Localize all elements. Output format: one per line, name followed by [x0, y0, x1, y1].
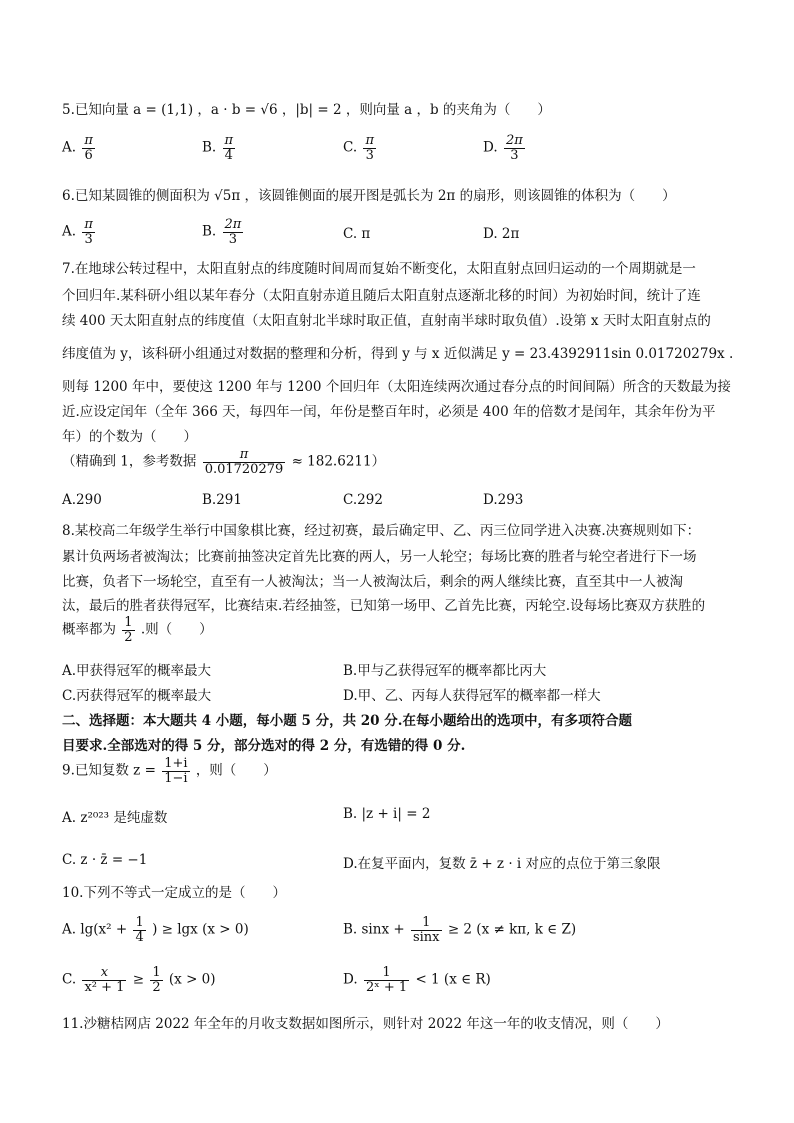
q5-option-c[interactable]	[343, 134, 378, 162]
q11-stem: 11.沙糖桔网店 2022 年全年的月收支数据如图所示，则针对 2022 年这一年的收支情况，则（ ）	[62, 1016, 669, 1032]
q9-stem	[62, 757, 277, 785]
q7-line-3: 续 400 天太阳直射点的纬度值（太阳直射北半球时取正值，直射南半球时取负值）.设第 x 天时太阳直射点的	[62, 313, 711, 329]
q10-option-b[interactable]	[343, 916, 576, 944]
q7-line-7: 年）的个数为（ ）	[62, 429, 197, 445]
q7-line-6: 近.应设定闰年（全年 366 天，每四年一闰，年份是整百年时，必须是 400 年的倍数才是闰年，其余年份为平	[62, 404, 716, 420]
q5-option-a[interactable]	[62, 134, 97, 162]
q8-line-3: 比赛，负者下一场轮空，直至有一人被淘汰；当一人被淘汰后，剩余的两人继续比赛，直至其中一人被淘	[62, 574, 683, 590]
q8-line-1: 8.某校高二年级学生举行中国象棋比赛，经过初赛，最后确定甲、乙、丙三位同学进入决赛.决赛规则如下：	[62, 523, 701, 539]
q10-b-pre: B. sinx +	[343, 921, 405, 938]
q6-option-b[interactable]	[202, 218, 245, 246]
q5-c-label: C.	[343, 139, 358, 156]
q10-b-post: ≥ 2 (x ≠ kπ, k ∈ Z)	[447, 921, 577, 938]
q6-b-fraction: $\frac{2\pi}{3}$	[224, 217, 242, 247]
q7-ref-pre: （精确到 1，参考数据	[62, 453, 197, 470]
q10-option-a[interactable]	[62, 916, 249, 944]
q7-line-5: 则每 1200 年中，要使这 1200 年与 1200 个回归年（太阳连续两次通过春分点的时间间隔）所含的天数最为接	[62, 379, 731, 395]
q7-reference	[62, 448, 385, 476]
section-2-heading-line-1: 二、选择题：本大题共 4 小题，每小题 5 分，共 20 分.在每小题给出的选项中，有多项符合题	[62, 713, 632, 729]
q9-stem-post: ，则（ ）	[195, 762, 277, 779]
q9-fraction: $\frac{1+i}{1-i}$	[164, 756, 188, 786]
q5-c-fraction: $\frac{\pi}{3}$	[365, 133, 374, 163]
q9-stem-pre: 9.已知复数 z =	[62, 762, 156, 779]
q10-b-fraction: $\frac{1}{\sin x}$	[412, 915, 440, 945]
q7-option-d[interactable]: D.293	[483, 492, 524, 508]
q6-option-d[interactable]: D. 2π	[483, 226, 520, 242]
q8-line-4: 汰，最后的胜者获得冠军，比赛结束.若经抽签，已知第一场甲、乙首先比赛，丙轮空.设每场比赛双方获胜的	[62, 598, 706, 614]
q10-option-c[interactable]	[62, 966, 216, 994]
q10-stem: 10.下列不等式一定成立的是（ ）	[62, 885, 286, 901]
q10-d-pre: D.	[343, 971, 358, 988]
q10-c-pre: C.	[62, 971, 77, 988]
q7-line-2: 个回归年.某科研小组以某年春分（太阳直射赤道且随后太阳直射点逐渐北移的时间）为初始时间，统计了连	[62, 288, 701, 304]
q5-a-fraction: $\frac{\pi}{6}$	[84, 133, 93, 163]
q5-d-label: D.	[483, 139, 498, 156]
q7-ref-post: ≈ 182.6211）	[291, 453, 386, 470]
q6-stem: 6.已知某圆锥的侧面积为 √5π ，该圆锥侧面的展开图是弧长为 2π 的扇形，则该圆锥的体积为（ ）	[62, 188, 676, 204]
q10-a-pre: A. lg(x² +	[62, 921, 128, 938]
q6-b-label: B.	[202, 223, 217, 240]
q10-c-mid: ≥	[132, 971, 145, 988]
q8-l5-post: .则（ ）	[140, 621, 213, 638]
q5-stem: 5.已知向量 a = (1,1) ，a · b = √6 ，|b| = 2 ，则向量 a ，b 的夹角为（ ）	[62, 102, 551, 118]
section-2-heading-line-2: 目要求.全部选对的得 5 分，部分选对的得 2 分，有选错的得 0 分.	[62, 738, 466, 754]
q10-a-post: ) ≥ lgx (x > 0)	[152, 921, 249, 938]
q9-option-c[interactable]: C. z · z̄ = −1	[62, 852, 148, 868]
q10-c-fraction-2: $\frac{1}{2}$	[152, 965, 161, 995]
q9-option-b[interactable]: B. |z + i| = 2	[343, 806, 431, 822]
q8-option-a[interactable]: A.甲获得冠军的概率最大	[62, 663, 212, 679]
q7-option-b[interactable]: B.291	[202, 492, 242, 508]
q8-l5-pre: 概率都为	[62, 621, 116, 638]
q8-l5-fraction: $\frac{1}{2}$	[124, 615, 133, 645]
q10-d-fraction: $\frac{1}{\text{2ˣ + 1}}$	[365, 965, 408, 995]
q5-option-d[interactable]	[483, 134, 527, 162]
q8-option-d[interactable]: D.甲、乙、丙每人获得冠军的概率都一样大	[343, 688, 601, 704]
q10-c-post: (x > 0)	[168, 971, 216, 988]
q6-option-a[interactable]	[62, 218, 97, 246]
q6-a-fraction: $\frac{\pi}{3}$	[84, 217, 93, 247]
q10-a-fraction: $\frac{1}{4}$	[135, 915, 144, 945]
q9-option-d[interactable]: D.在复平面内，复数 z̄ + z · i 对应的点位于第三象限	[343, 856, 661, 872]
q8-line-5	[62, 616, 213, 644]
q6-option-c[interactable]: C. π	[343, 226, 371, 242]
q5-b-fraction: $\frac{\pi}{4}$	[224, 133, 234, 163]
q10-option-d[interactable]	[343, 966, 491, 994]
q7-option-a[interactable]: A.290	[62, 492, 102, 508]
q7-line-1: 7.在地球公转过程中，太阳直射点的纬度随时间周而复始不断变化，太阳直射点回归运动的一个周期就是一	[62, 261, 696, 277]
q5-d-fraction: $\frac{2\pi}{3}$	[505, 133, 523, 163]
q10-d-post: < 1 (x ∈ R)	[415, 971, 491, 988]
q8-line-2: 累计负两场者被淘汰；比赛前抽签决定首先比赛的两人，另一人轮空；每场比赛的胜者与轮空者进行下一场	[62, 549, 697, 565]
q7-line-4: 纬度值为 y，该科研小组通过对数据的整理和分析，得到 y 与 x 近似满足 y = 23.4392911sin 0.01720279x .	[62, 346, 734, 362]
q10-c-fraction-1: $\frac{x}{\text{x² + 1}}$	[84, 965, 125, 995]
q9-option-a[interactable]: A. z²⁰²³ 是纯虚数	[62, 810, 168, 826]
q8-option-b[interactable]: B.甲与乙获得冠军的概率都比丙大	[343, 663, 547, 679]
q7-ref-fraction: $\frac{\pi}{0.01720279}$	[204, 447, 284, 477]
q5-a-label: A.	[62, 139, 77, 156]
q8-option-c[interactable]: C.丙获得冠军的概率最大	[62, 688, 212, 704]
q6-a-label: A.	[62, 223, 77, 240]
q5-option-b[interactable]	[202, 134, 237, 162]
q5-b-label: B.	[202, 139, 217, 156]
q7-option-c[interactable]: C.292	[343, 492, 383, 508]
